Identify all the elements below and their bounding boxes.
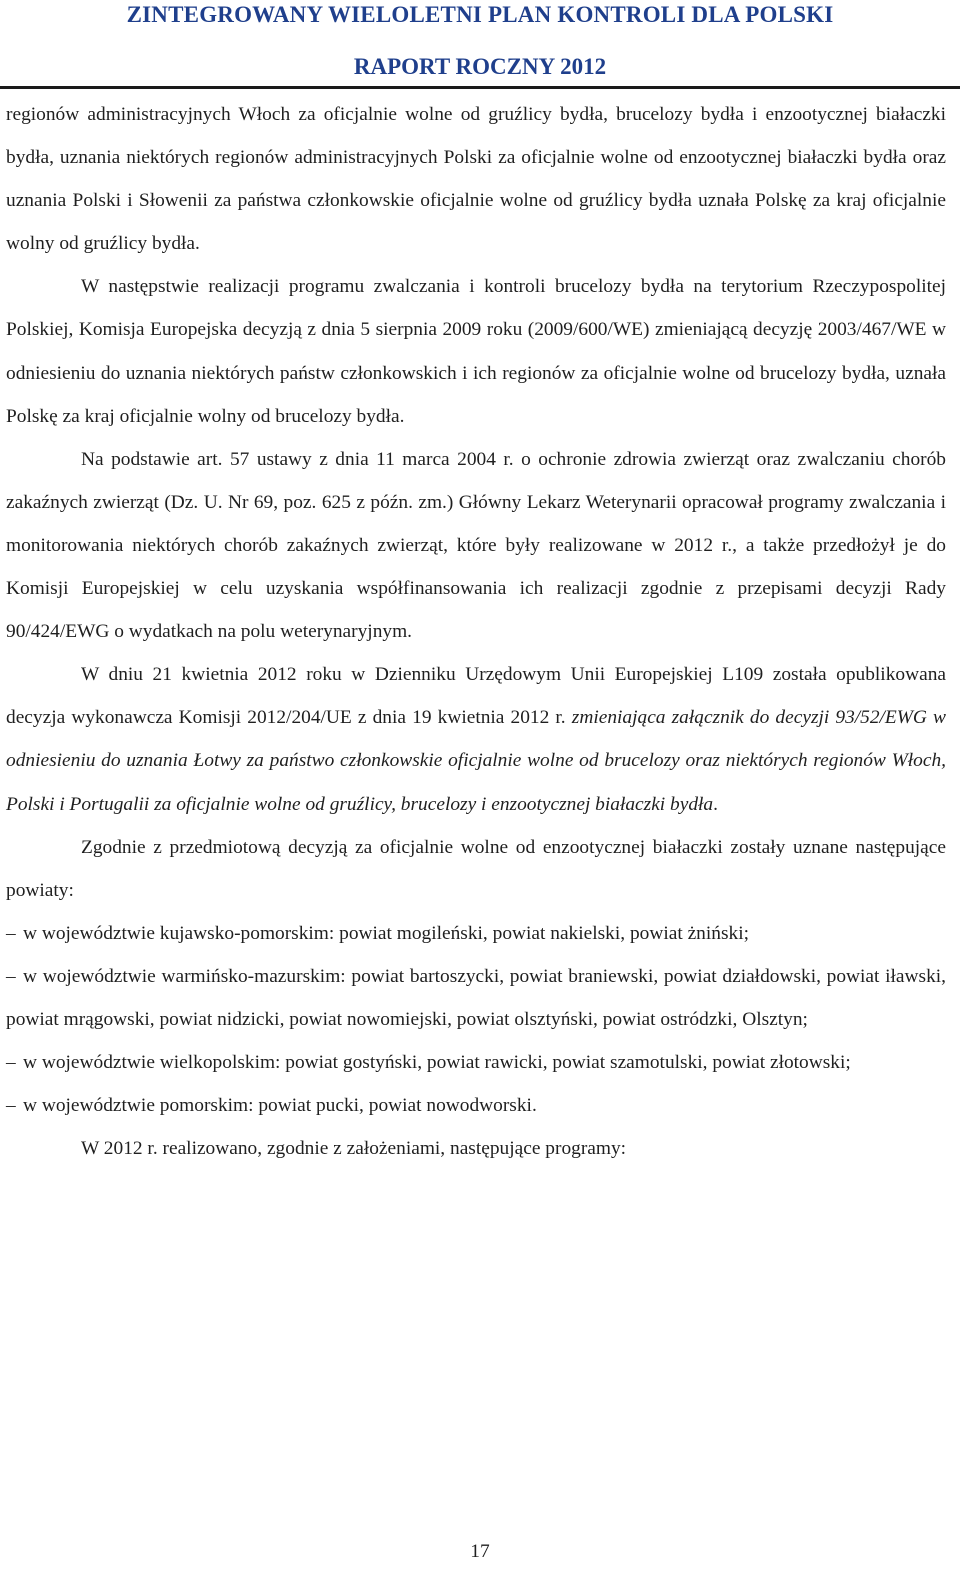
paragraph-1: regionów administracyjnych Włoch za oficjalnie wolne od gruźlicy bydła, brucelozy bydła i enzootycznej białaczki bydła, uznania niektórych regionów administracyjnych Polski za oficjalnie wolne od enzootycznej białaczki bydła oraz uznania Polski i Słowenii za państwa członkowskie oficjalnie wolne od gruźlicy bydła uznała Polskę za kraj oficjalnie wolny od gruźlicy bydła.	[6, 104, 946, 255]
report-subtitle: RAPORT ROCZNY 2012	[353, 54, 607, 79]
list-item	[6, 912, 946, 955]
document-body	[6, 93, 946, 1170]
list-item-text: w województwie warmińsko-mazurskim: powiat bartoszycki, powiat braniewski, powiat działdowski, powiat iławski, powiat mrągowski, powiat nidzicki, powiat nowomiejski, powiat olsztyński, powiat ostródzki, Olsztyn;	[6, 965, 946, 1030]
header-divider	[0, 86, 960, 89]
dash-bullet: –	[6, 965, 16, 987]
paragraph-2: W następstwie realizacji programu zwalczania i kontroli brucelozy bydła na terytorium Rzeczypospolitej Polskiej, Komisja Europejska decyzją z dnia 5 sierpnia 2009 roku (2009/600/WE) zmieniającą decyzję 2003/467/WE w odniesieniu do uznania niektórych państw członkowskich i ich regionów za oficjalnie wolne od brucelozy bydła, uznała Polskę za kraj oficjalnie wolny od brucelozy bydła.	[6, 276, 946, 427]
decision-title-italic: zmieniająca załącznik do decyzji 93/52/EWG w odniesieniu do uznania Łotwy za państwo członkowskie oficjalnie wolne od brucelozy oraz niektórych regionów Włoch, Polski i Portugalii za oficjalnie wolne od gruźlicy, brucelozy i enzootycznej białaczki bydła	[6, 707, 946, 815]
list-item-text: w województwie kujawsko-pomorskim: powiat mogileński, powiat nakielski, powiat żniński;	[23, 922, 749, 944]
paragraph-3: Na podstawie art. 57 ustawy z dnia 11 marca 2004 r. o ochronie zdrowia zwierząt oraz zwalczaniu chorób zakaźnych zwierząt (Dz. U. Nr 69, poz. 625 z późn. zm.) Główny Lekarz Weterynarii opracował programy zwalczania i monitorowania niektórych chorób zakaźnych zwierząt, które były realizowane w 2012 r., a także przedłożył je do Komisji Europejskiej w celu uzyskania współfinansowania ich realizacji zgodnie z przepisami decyzji Rady 90/424/EWG o wydatkach na polu weterynaryjnym.	[6, 448, 946, 643]
report-title: ZINTEGROWANY WIELOLETNI PLAN KONTROLI DLA POLSKI	[126, 2, 834, 27]
list-item	[6, 955, 946, 1041]
paragraph-4-text: W dniu 21 kwietnia 2012 roku w Dzienniku Urzędowym Unii Europejskiej L109 została opublikowana decyzja wykonawcza Komisji 2012/204/UE z dnia 19 kwietnia 2012 r.	[6, 664, 946, 729]
page-header	[0, 0, 960, 82]
list-item	[6, 1041, 946, 1084]
paragraph-4	[6, 653, 946, 825]
paragraph-5: Zgodnie z przedmiotową decyzją za oficjalnie wolne od enzootycznej białaczki zostały uznane następujące powiaty:	[6, 836, 946, 901]
list-item-text: w województwie wielkopolskim: powiat gostyński, powiat rawicki, powiat szamotulski, powiat złotowski;	[23, 1052, 851, 1074]
dash-bullet: –	[6, 1052, 16, 1074]
dash-bullet: –	[6, 1095, 16, 1117]
paragraph-6: W 2012 r. realizowano, zgodnie z założeniami, następujące programy:	[81, 1138, 627, 1160]
list-item-text: w województwie pomorskim: powiat pucki, powiat nowodworski.	[23, 1095, 537, 1117]
paragraph-4-end: .	[713, 793, 718, 815]
dash-bullet: –	[6, 922, 16, 944]
page-number: 17	[470, 1541, 490, 1562]
list-item	[6, 1084, 946, 1127]
